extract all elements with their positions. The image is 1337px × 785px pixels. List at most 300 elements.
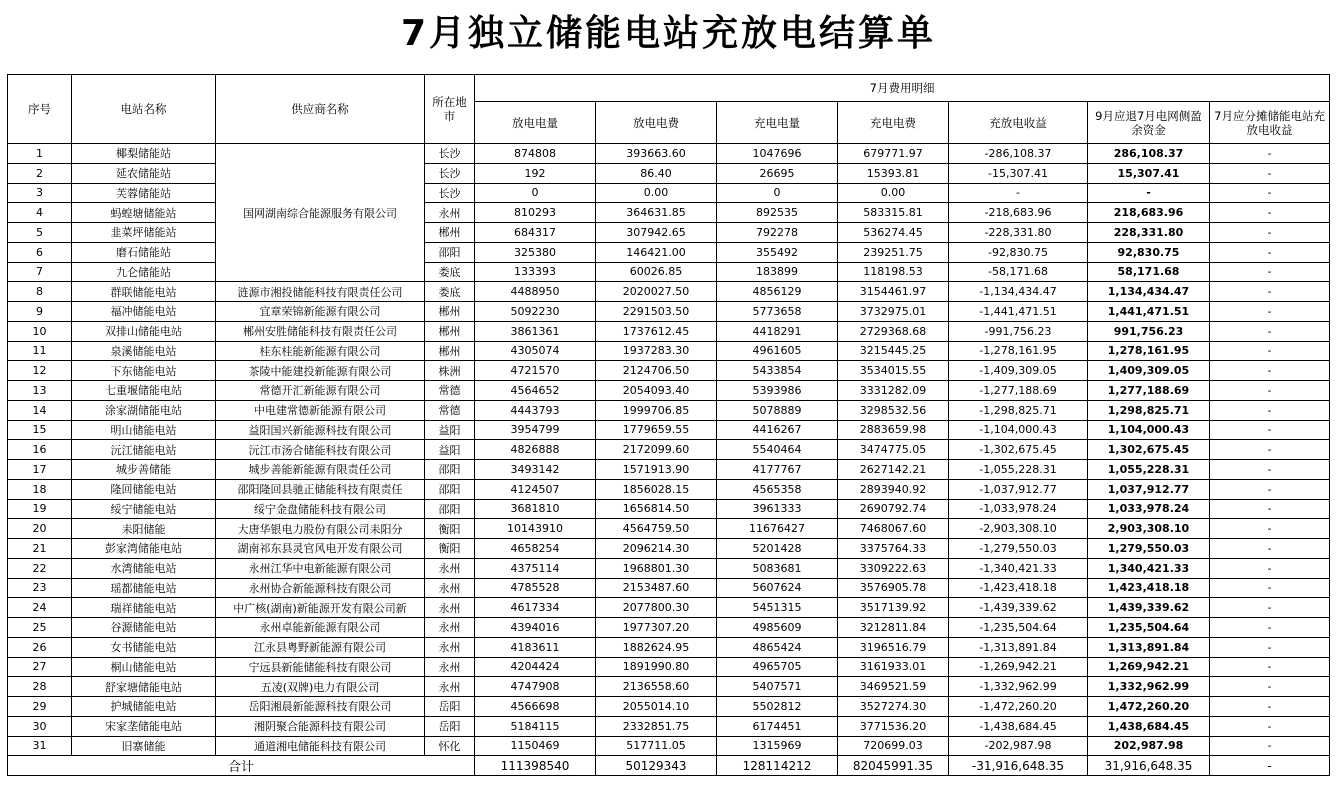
header-discharge-qty: 放电电量 bbox=[475, 102, 596, 144]
cell-seq: 11 bbox=[8, 341, 72, 361]
cell-share: - bbox=[1210, 183, 1330, 203]
cell-station: 下东储能电站 bbox=[72, 361, 216, 381]
cell-city: 娄底 bbox=[425, 262, 475, 282]
cell-seq: 22 bbox=[8, 558, 72, 578]
cell-discharge-fee: 2096214.30 bbox=[596, 539, 717, 559]
table-row bbox=[8, 321, 1330, 341]
cell-charge-fee: 583315.81 bbox=[838, 203, 949, 223]
cell-refund: 1,055,228.31 bbox=[1088, 460, 1210, 480]
cell-discharge-qty: 4566698 bbox=[475, 697, 596, 717]
cell-discharge-fee: 1737612.45 bbox=[596, 321, 717, 341]
cell-income: -1,313,891.84 bbox=[949, 637, 1088, 657]
cell-seq: 21 bbox=[8, 539, 72, 559]
cell-charge-fee: 3331282.09 bbox=[838, 381, 949, 401]
table-row bbox=[8, 657, 1330, 677]
cell-share: - bbox=[1210, 637, 1330, 657]
cell-seq: 14 bbox=[8, 400, 72, 420]
cell-income: -1,441,471.51 bbox=[949, 302, 1088, 322]
cell-share: - bbox=[1210, 282, 1330, 302]
cell-share: - bbox=[1210, 618, 1330, 638]
cell-seq: 6 bbox=[8, 242, 72, 262]
cell-income: -15,307.41 bbox=[949, 163, 1088, 183]
cell-charge-fee: 679771.97 bbox=[838, 144, 949, 164]
cell-income: -1,279,550.03 bbox=[949, 539, 1088, 559]
cell-seq: 29 bbox=[8, 697, 72, 717]
cell-refund: 1,423,418.18 bbox=[1088, 578, 1210, 598]
cell-share: - bbox=[1210, 144, 1330, 164]
cell-charge-fee: 3212811.84 bbox=[838, 618, 949, 638]
cell-charge-qty: 4418291 bbox=[717, 321, 838, 341]
cell-share: - bbox=[1210, 578, 1330, 598]
cell-city: 邵阳 bbox=[425, 479, 475, 499]
table-row bbox=[8, 203, 1330, 223]
cell-income: -1,423,418.18 bbox=[949, 578, 1088, 598]
cell-charge-qty: 5201428 bbox=[717, 539, 838, 559]
cell-charge-fee: 3161933.01 bbox=[838, 657, 949, 677]
cell-supplier: 湘阴聚合能源科技有限公司 bbox=[216, 716, 425, 736]
page-title: 7月独立储能电站充放电结算单 bbox=[400, 12, 937, 54]
total-charge-qty: 128114212 bbox=[717, 756, 838, 776]
cell-charge-qty: 4565358 bbox=[717, 479, 838, 499]
cell-discharge-fee: 1999706.85 bbox=[596, 400, 717, 420]
cell-share: - bbox=[1210, 677, 1330, 697]
cell-discharge-qty: 3681810 bbox=[475, 499, 596, 519]
cell-charge-fee: 3154461.97 bbox=[838, 282, 949, 302]
cell-refund: 1,472,260.20 bbox=[1088, 697, 1210, 717]
cell-station: 水湾储能电站 bbox=[72, 558, 216, 578]
cell-income: -58,171.68 bbox=[949, 262, 1088, 282]
cell-refund: 1,033,978.24 bbox=[1088, 499, 1210, 519]
cell-station: 沅江储能电站 bbox=[72, 440, 216, 460]
cell-refund: 92,830.75 bbox=[1088, 242, 1210, 262]
cell-charge-fee: 3375764.33 bbox=[838, 539, 949, 559]
cell-share: - bbox=[1210, 558, 1330, 578]
cell-charge-qty: 4961605 bbox=[717, 341, 838, 361]
cell-seq: 13 bbox=[8, 381, 72, 401]
cell-city: 怀化 bbox=[425, 736, 475, 756]
cell-seq: 18 bbox=[8, 479, 72, 499]
cell-refund: 218,683.96 bbox=[1088, 203, 1210, 223]
cell-discharge-fee: 2054093.40 bbox=[596, 381, 717, 401]
cell-charge-qty: 5607624 bbox=[717, 578, 838, 598]
cell-city: 邵阳 bbox=[425, 242, 475, 262]
cell-income: -202,987.98 bbox=[949, 736, 1088, 756]
cell-supplier: 江永县粤野新能源有限公司 bbox=[216, 637, 425, 657]
cell-seq: 8 bbox=[8, 282, 72, 302]
cell-seq: 7 bbox=[8, 262, 72, 282]
header-supplier: 供应商名称 bbox=[216, 75, 425, 144]
cell-refund: 1,269,942.21 bbox=[1088, 657, 1210, 677]
cell-station: 隆回储能电站 bbox=[72, 479, 216, 499]
header-charge-qty: 充电电量 bbox=[717, 102, 838, 144]
cell-seq: 23 bbox=[8, 578, 72, 598]
cell-refund: 1,439,339.62 bbox=[1088, 598, 1210, 618]
cell-income: - bbox=[949, 183, 1088, 203]
cell-station: 延农储能站 bbox=[72, 163, 216, 183]
cell-discharge-fee: 146421.00 bbox=[596, 242, 717, 262]
cell-charge-fee: 7468067.60 bbox=[838, 519, 949, 539]
cell-share: - bbox=[1210, 302, 1330, 322]
table-row bbox=[8, 361, 1330, 381]
cell-city: 衡阳 bbox=[425, 519, 475, 539]
cell-discharge-qty: 5092230 bbox=[475, 302, 596, 322]
cell-supplier: 岳阳湘晨新能源科技有限公司 bbox=[216, 697, 425, 717]
cell-discharge-qty: 0 bbox=[475, 183, 596, 203]
cell-share: - bbox=[1210, 598, 1330, 618]
cell-charge-qty: 4985609 bbox=[717, 618, 838, 638]
cell-discharge-fee: 2124706.50 bbox=[596, 361, 717, 381]
cell-discharge-fee: 86.40 bbox=[596, 163, 717, 183]
cell-income: -991,756.23 bbox=[949, 321, 1088, 341]
cell-refund: 991,756.23 bbox=[1088, 321, 1210, 341]
cell-discharge-fee: 1882624.95 bbox=[596, 637, 717, 657]
cell-refund: 1,134,434.47 bbox=[1088, 282, 1210, 302]
cell-city: 常德 bbox=[425, 381, 475, 401]
cell-share: - bbox=[1210, 697, 1330, 717]
cell-income: -1,134,434.47 bbox=[949, 282, 1088, 302]
cell-station: 彭家湾储能电站 bbox=[72, 539, 216, 559]
cell-city: 郴州 bbox=[425, 223, 475, 243]
cell-share: - bbox=[1210, 736, 1330, 756]
cell-city: 永州 bbox=[425, 637, 475, 657]
cell-station: 旧寨储能 bbox=[72, 736, 216, 756]
cell-seq: 1 bbox=[8, 144, 72, 164]
cell-charge-qty: 4856129 bbox=[717, 282, 838, 302]
cell-supplier: 中广核(湖南)新能源开发有限公司新 bbox=[216, 598, 425, 618]
total-row bbox=[8, 756, 1330, 776]
cell-charge-fee: 2690792.74 bbox=[838, 499, 949, 519]
cell-income: -1,033,978.24 bbox=[949, 499, 1088, 519]
table-row bbox=[8, 163, 1330, 183]
cell-discharge-fee: 2172099.60 bbox=[596, 440, 717, 460]
cell-charge-fee: 3771536.20 bbox=[838, 716, 949, 736]
cell-income: -1,438,684.45 bbox=[949, 716, 1088, 736]
table-row bbox=[8, 598, 1330, 618]
cell-charge-qty: 4865424 bbox=[717, 637, 838, 657]
cell-seq: 24 bbox=[8, 598, 72, 618]
total-income: -31,916,648.35 bbox=[949, 756, 1088, 776]
cell-seq: 19 bbox=[8, 499, 72, 519]
table-row bbox=[8, 282, 1330, 302]
cell-discharge-fee: 2020027.50 bbox=[596, 282, 717, 302]
cell-share: - bbox=[1210, 716, 1330, 736]
cell-income: -218,683.96 bbox=[949, 203, 1088, 223]
table-row bbox=[8, 460, 1330, 480]
cell-seq: 20 bbox=[8, 519, 72, 539]
cell-station: 椰梨储能站 bbox=[72, 144, 216, 164]
cell-discharge-qty: 10143910 bbox=[475, 519, 596, 539]
cell-supplier: 郴州安胜储能科技有限责任公司 bbox=[216, 321, 425, 341]
cell-station: 蚂蝗塘储能站 bbox=[72, 203, 216, 223]
cell-station: 桐山储能电站 bbox=[72, 657, 216, 677]
cell-station: 九仑储能站 bbox=[72, 262, 216, 282]
cell-refund: 202,987.98 bbox=[1088, 736, 1210, 756]
table-row bbox=[8, 697, 1330, 717]
cell-discharge-fee: 1656814.50 bbox=[596, 499, 717, 519]
cell-charge-fee: 2627142.21 bbox=[838, 460, 949, 480]
cell-supplier: 益阳国兴新能源科技有限公司 bbox=[216, 420, 425, 440]
cell-seq: 4 bbox=[8, 203, 72, 223]
cell-station: 瑞祥储能电站 bbox=[72, 598, 216, 618]
cell-share: - bbox=[1210, 420, 1330, 440]
cell-refund: 228,331.80 bbox=[1088, 223, 1210, 243]
cell-discharge-qty: 4658254 bbox=[475, 539, 596, 559]
cell-station: 绥宁储能电站 bbox=[72, 499, 216, 519]
cell-discharge-qty: 1150469 bbox=[475, 736, 596, 756]
cell-city: 长沙 bbox=[425, 144, 475, 164]
table-row bbox=[8, 341, 1330, 361]
cell-charge-qty: 5502812 bbox=[717, 697, 838, 717]
cell-seq: 25 bbox=[8, 618, 72, 638]
cell-share: - bbox=[1210, 440, 1330, 460]
cell-discharge-fee: 1856028.15 bbox=[596, 479, 717, 499]
cell-discharge-fee: 2291503.50 bbox=[596, 302, 717, 322]
header-seq: 序号 bbox=[8, 75, 72, 144]
cell-charge-fee: 15393.81 bbox=[838, 163, 949, 183]
cell-refund: - bbox=[1088, 183, 1210, 203]
cell-discharge-fee: 517711.05 bbox=[596, 736, 717, 756]
cell-seq: 3 bbox=[8, 183, 72, 203]
cell-discharge-fee: 2153487.60 bbox=[596, 578, 717, 598]
table-row bbox=[8, 736, 1330, 756]
cell-discharge-fee: 2055014.10 bbox=[596, 697, 717, 717]
cell-charge-qty: 183899 bbox=[717, 262, 838, 282]
cell-share: - bbox=[1210, 321, 1330, 341]
cell-refund: 1,235,504.64 bbox=[1088, 618, 1210, 638]
cell-discharge-qty: 4375114 bbox=[475, 558, 596, 578]
total-refund: 31,916,648.35 bbox=[1088, 756, 1210, 776]
cell-discharge-fee: 2136558.60 bbox=[596, 677, 717, 697]
cell-charge-fee: 3469521.59 bbox=[838, 677, 949, 697]
cell-discharge-fee: 1968801.30 bbox=[596, 558, 717, 578]
cell-charge-qty: 0 bbox=[717, 183, 838, 203]
cell-station: 韭菜坪储能站 bbox=[72, 223, 216, 243]
cell-charge-qty: 5083681 bbox=[717, 558, 838, 578]
header-discharge-fee: 放电电费 bbox=[596, 102, 717, 144]
cell-city: 郴州 bbox=[425, 341, 475, 361]
cell-income: -1,278,161.95 bbox=[949, 341, 1088, 361]
header-city: 所在地市 bbox=[425, 75, 475, 144]
table-row bbox=[8, 183, 1330, 203]
cell-refund: 1,298,825.71 bbox=[1088, 400, 1210, 420]
cell-discharge-qty: 4443793 bbox=[475, 400, 596, 420]
cell-charge-qty: 5540464 bbox=[717, 440, 838, 460]
cell-supplier: 湖南祁东县灵官风电开发有限公司 bbox=[216, 539, 425, 559]
cell-income: -1,302,675.45 bbox=[949, 440, 1088, 460]
cell-supplier: 邵阳隆回县驰正储能科技有限责任 bbox=[216, 479, 425, 499]
cell-station: 耒阳储能 bbox=[72, 519, 216, 539]
cell-charge-qty: 11676427 bbox=[717, 519, 838, 539]
cell-supplier: 沅江市汤合储能科技有限公司 bbox=[216, 440, 425, 460]
cell-charge-fee: 3576905.78 bbox=[838, 578, 949, 598]
cell-seq: 30 bbox=[8, 716, 72, 736]
cell-refund: 2,903,308.10 bbox=[1088, 519, 1210, 539]
cell-station: 福冲储能电站 bbox=[72, 302, 216, 322]
cell-discharge-fee: 1937283.30 bbox=[596, 341, 717, 361]
cell-share: - bbox=[1210, 657, 1330, 677]
cell-charge-fee: 239251.75 bbox=[838, 242, 949, 262]
cell-station: 泉溪储能电站 bbox=[72, 341, 216, 361]
cell-charge-qty: 1047696 bbox=[717, 144, 838, 164]
cell-charge-fee: 3309222.63 bbox=[838, 558, 949, 578]
cell-charge-fee: 3298532.56 bbox=[838, 400, 949, 420]
cell-discharge-qty: 4747908 bbox=[475, 677, 596, 697]
cell-share: - bbox=[1210, 361, 1330, 381]
cell-seq: 16 bbox=[8, 440, 72, 460]
cell-supplier: 永州卓能新能源有限公司 bbox=[216, 618, 425, 638]
cell-station: 瑶都储能电站 bbox=[72, 578, 216, 598]
cell-income: -1,269,942.21 bbox=[949, 657, 1088, 677]
cell-station: 涂家湖储能电站 bbox=[72, 400, 216, 420]
cell-supplier: 永州江华中电新能源有限公司 bbox=[216, 558, 425, 578]
cell-supplier: 茶陵中能建投新能源有限公司 bbox=[216, 361, 425, 381]
cell-charge-fee: 536274.45 bbox=[838, 223, 949, 243]
cell-city: 永州 bbox=[425, 558, 475, 578]
cell-discharge-qty: 3493142 bbox=[475, 460, 596, 480]
cell-refund: 286,108.37 bbox=[1088, 144, 1210, 164]
total-discharge-qty: 111398540 bbox=[475, 756, 596, 776]
cell-city: 岳阳 bbox=[425, 697, 475, 717]
cell-share: - bbox=[1210, 262, 1330, 282]
table-row bbox=[8, 558, 1330, 578]
cell-income: -1,332,962.99 bbox=[949, 677, 1088, 697]
cell-share: - bbox=[1210, 163, 1330, 183]
cell-discharge-fee: 1779659.55 bbox=[596, 420, 717, 440]
cell-charge-qty: 26695 bbox=[717, 163, 838, 183]
cell-supplier: 永州协合新能源科技有限公司 bbox=[216, 578, 425, 598]
cell-discharge-qty: 4183611 bbox=[475, 637, 596, 657]
cell-charge-fee: 3732975.01 bbox=[838, 302, 949, 322]
cell-charge-qty: 5773658 bbox=[717, 302, 838, 322]
cell-share: - bbox=[1210, 223, 1330, 243]
cell-charge-fee: 0.00 bbox=[838, 183, 949, 203]
header-station: 电站名称 bbox=[72, 75, 216, 144]
cell-discharge-qty: 325380 bbox=[475, 242, 596, 262]
cell-share: - bbox=[1210, 341, 1330, 361]
cell-charge-fee: 3215445.25 bbox=[838, 341, 949, 361]
cell-seq: 2 bbox=[8, 163, 72, 183]
cell-refund: 1,037,912.77 bbox=[1088, 479, 1210, 499]
total-discharge-fee: 50129343 bbox=[596, 756, 717, 776]
cell-seq: 9 bbox=[8, 302, 72, 322]
cell-station: 双排山储能电站 bbox=[72, 321, 216, 341]
cell-city: 株洲 bbox=[425, 361, 475, 381]
cell-city: 郴州 bbox=[425, 321, 475, 341]
cell-supplier: 中电建常德新能源有限公司 bbox=[216, 400, 425, 420]
cell-city: 长沙 bbox=[425, 183, 475, 203]
cell-supplier: 常德开汇新能源有限公司 bbox=[216, 381, 425, 401]
cell-charge-fee: 3474775.05 bbox=[838, 440, 949, 460]
cell-city: 永州 bbox=[425, 203, 475, 223]
cell-income: -1,298,825.71 bbox=[949, 400, 1088, 420]
cell-station: 群联储能电站 bbox=[72, 282, 216, 302]
cell-income: -1,439,339.62 bbox=[949, 598, 1088, 618]
cell-charge-fee: 2893940.92 bbox=[838, 479, 949, 499]
table-row bbox=[8, 242, 1330, 262]
cell-discharge-qty: 810293 bbox=[475, 203, 596, 223]
cell-seq: 12 bbox=[8, 361, 72, 381]
cell-seq: 15 bbox=[8, 420, 72, 440]
cell-discharge-qty: 874808 bbox=[475, 144, 596, 164]
cell-refund: 15,307.41 bbox=[1088, 163, 1210, 183]
table-row bbox=[8, 499, 1330, 519]
cell-discharge-fee: 2077800.30 bbox=[596, 598, 717, 618]
cell-charge-fee: 118198.53 bbox=[838, 262, 949, 282]
cell-supplier: 涟源市湘投储能科技有限责任公司 bbox=[216, 282, 425, 302]
cell-discharge-fee: 364631.85 bbox=[596, 203, 717, 223]
cell-supplier: 大唐华银电力股份有限公司耒阳分 bbox=[216, 519, 425, 539]
cell-share: - bbox=[1210, 499, 1330, 519]
cell-supplier: 桂东桂能新能源有限公司 bbox=[216, 341, 425, 361]
cell-charge-qty: 1315969 bbox=[717, 736, 838, 756]
cell-discharge-fee: 4564759.50 bbox=[596, 519, 717, 539]
total-charge-fee: 82045991.35 bbox=[838, 756, 949, 776]
cell-discharge-fee: 307942.65 bbox=[596, 223, 717, 243]
header-share: 7月应分摊储能电站充放电收益 bbox=[1210, 102, 1330, 144]
cell-discharge-fee: 1977307.20 bbox=[596, 618, 717, 638]
cell-refund: 1,279,550.03 bbox=[1088, 539, 1210, 559]
cell-charge-qty: 5393986 bbox=[717, 381, 838, 401]
cell-refund: 1,104,000.43 bbox=[1088, 420, 1210, 440]
cell-charge-fee: 3534015.55 bbox=[838, 361, 949, 381]
cell-discharge-qty: 4204424 bbox=[475, 657, 596, 677]
table-row bbox=[8, 578, 1330, 598]
cell-discharge-qty: 684317 bbox=[475, 223, 596, 243]
table-row bbox=[8, 302, 1330, 322]
cell-station: 芙蓉储能站 bbox=[72, 183, 216, 203]
cell-refund: 58,171.68 bbox=[1088, 262, 1210, 282]
cell-income: -228,331.80 bbox=[949, 223, 1088, 243]
total-share: - bbox=[1210, 756, 1330, 776]
cell-charge-fee: 720699.03 bbox=[838, 736, 949, 756]
cell-city: 娄底 bbox=[425, 282, 475, 302]
cell-discharge-fee: 1571913.90 bbox=[596, 460, 717, 480]
cell-discharge-qty: 5184115 bbox=[475, 716, 596, 736]
cell-city: 益阳 bbox=[425, 440, 475, 460]
cell-city: 益阳 bbox=[425, 420, 475, 440]
cell-discharge-fee: 60026.85 bbox=[596, 262, 717, 282]
cell-income: -2,903,308.10 bbox=[949, 519, 1088, 539]
cell-discharge-qty: 4826888 bbox=[475, 440, 596, 460]
table-row bbox=[8, 400, 1330, 420]
cell-refund: 1,340,421.33 bbox=[1088, 558, 1210, 578]
cell-discharge-qty: 133393 bbox=[475, 262, 596, 282]
cell-city: 邵阳 bbox=[425, 499, 475, 519]
cell-charge-fee: 2729368.68 bbox=[838, 321, 949, 341]
table-row bbox=[8, 677, 1330, 697]
cell-share: - bbox=[1210, 539, 1330, 559]
table-row bbox=[8, 420, 1330, 440]
cell-refund: 1,278,161.95 bbox=[1088, 341, 1210, 361]
cell-city: 永州 bbox=[425, 657, 475, 677]
table-row bbox=[8, 716, 1330, 736]
cell-seq: 17 bbox=[8, 460, 72, 480]
cell-seq: 27 bbox=[8, 657, 72, 677]
table-row bbox=[8, 479, 1330, 499]
cell-refund: 1,313,891.84 bbox=[1088, 637, 1210, 657]
cell-income: -1,055,228.31 bbox=[949, 460, 1088, 480]
cell-city: 衡阳 bbox=[425, 539, 475, 559]
cell-income: -1,235,504.64 bbox=[949, 618, 1088, 638]
cell-charge-fee: 2883659.98 bbox=[838, 420, 949, 440]
cell-charge-qty: 892535 bbox=[717, 203, 838, 223]
cell-seq: 5 bbox=[8, 223, 72, 243]
cell-seq: 28 bbox=[8, 677, 72, 697]
cell-refund: 1,409,309.05 bbox=[1088, 361, 1210, 381]
table-row bbox=[8, 440, 1330, 460]
cell-share: - bbox=[1210, 381, 1330, 401]
cell-charge-qty: 6174451 bbox=[717, 716, 838, 736]
